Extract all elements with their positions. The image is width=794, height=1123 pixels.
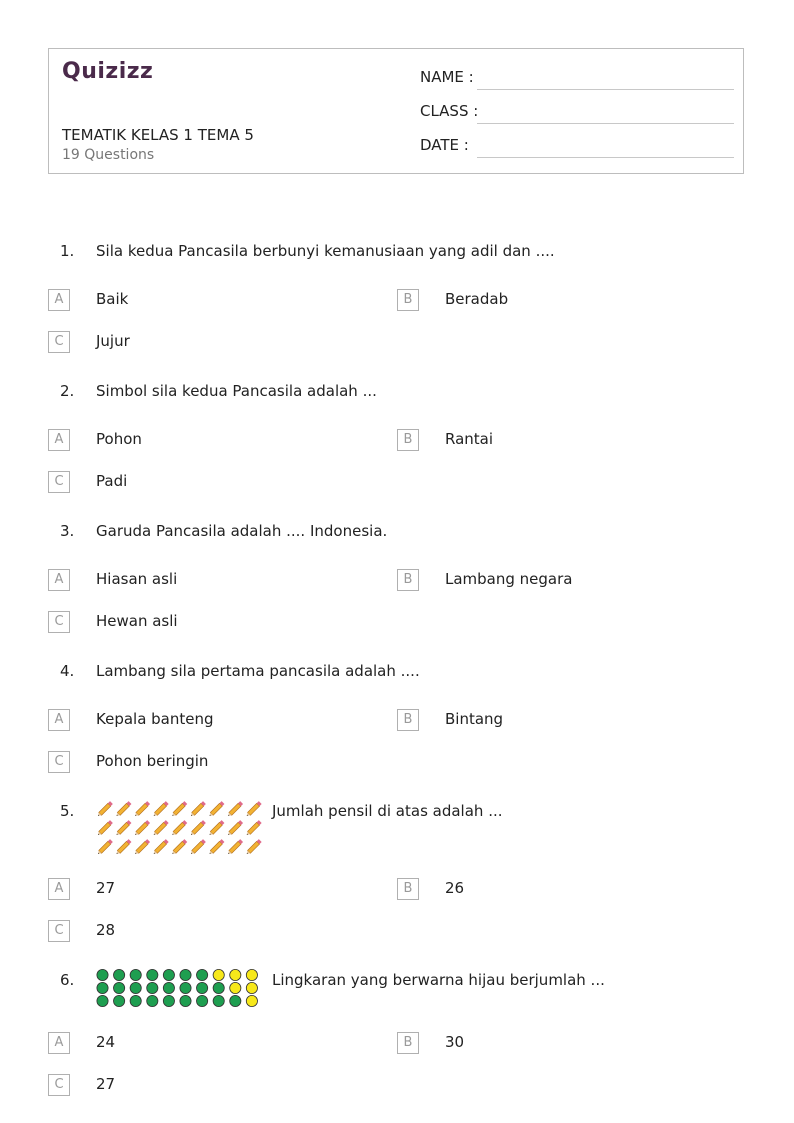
option-letter-box: B <box>397 709 419 731</box>
pencil-icon <box>245 801 261 817</box>
option-text: 27 <box>96 879 116 897</box>
option-letter-box: C <box>48 920 70 942</box>
circle-image <box>96 968 262 1013</box>
option-letter-box: C <box>48 1074 70 1096</box>
circle-icon <box>97 969 108 980</box>
circle-icon <box>114 969 125 980</box>
pencil-icon <box>115 820 131 836</box>
circle-icon <box>163 995 174 1006</box>
question-count: 19 Questions <box>62 147 155 163</box>
option-letter-box: C <box>48 471 70 493</box>
pencil-icon <box>97 801 113 817</box>
pencil-icon <box>115 839 131 855</box>
pencil-icon <box>152 801 168 817</box>
circle-icon <box>213 995 224 1006</box>
option-text: Lambang negara <box>445 570 573 588</box>
circle-icon <box>197 995 208 1006</box>
pencil-icon <box>190 820 206 836</box>
circle-icon <box>97 982 108 993</box>
option-letter-box: A <box>48 709 70 731</box>
question-text: Garuda Pancasila adalah .... Indonesia. <box>96 522 388 540</box>
question-number: 3. <box>60 522 75 540</box>
pencil-icon <box>134 820 150 836</box>
option-letter-box: B <box>397 569 419 591</box>
circle-icon <box>130 995 141 1006</box>
option-text: Rantai <box>445 430 494 448</box>
pencil-icon <box>227 820 243 836</box>
circle-icon <box>180 969 191 980</box>
pencil-icon <box>190 801 206 817</box>
circle-icon <box>213 982 224 993</box>
name-label: NAME : <box>420 68 474 86</box>
circle-icon <box>246 995 257 1006</box>
option-letter-box: B <box>397 429 419 451</box>
question-number: 1. <box>60 242 75 260</box>
pencil-icon <box>134 839 150 855</box>
question-text: Jumlah pensil di atas adalah ... <box>272 802 503 820</box>
name-line[interactable] <box>477 89 734 90</box>
option-letter-box: C <box>48 611 70 633</box>
option-text: Jujur <box>96 332 130 350</box>
date-field[interactable] <box>420 136 734 158</box>
pencil-icon <box>152 820 168 836</box>
pencil-icon <box>97 839 113 855</box>
circle-icon <box>180 995 191 1006</box>
option-text: Baik <box>96 290 129 308</box>
pencil-image <box>96 801 261 858</box>
question-number: 4. <box>60 662 75 680</box>
option-letter-box: A <box>48 289 70 311</box>
pencil-icon <box>171 839 187 855</box>
pencil-icon <box>171 820 187 836</box>
circle-icon <box>147 969 158 980</box>
pencil-icon <box>190 839 206 855</box>
circle-icon <box>180 982 191 993</box>
pencil-icon <box>208 801 224 817</box>
quizizz-logo: Quizizz <box>62 59 154 84</box>
pencil-icon <box>245 839 261 855</box>
pencil-icon <box>134 801 150 817</box>
pencil-icon <box>171 801 187 817</box>
pencil-icon <box>208 839 224 855</box>
option-text: 30 <box>445 1033 465 1051</box>
circle-icon <box>97 995 108 1006</box>
date-line[interactable] <box>477 157 734 158</box>
name-field[interactable] <box>420 68 734 90</box>
circle-icon <box>230 982 241 993</box>
question-number: 6. <box>60 971 75 989</box>
class-label: CLASS : <box>420 102 479 120</box>
option-letter-box: B <box>397 1032 419 1054</box>
option-text: Pohon <box>96 430 142 448</box>
circle-icon <box>213 969 224 980</box>
pencil-icon <box>152 839 168 855</box>
circle-icon <box>130 982 141 993</box>
circle-icon <box>114 995 125 1006</box>
pencil-icon <box>97 820 113 836</box>
option-text: Hiasan asli <box>96 570 178 588</box>
circle-icon <box>197 982 208 993</box>
circle-icon <box>197 969 208 980</box>
option-letter-box: B <box>397 878 419 900</box>
circle-icon <box>130 969 141 980</box>
option-letter-box: A <box>48 429 70 451</box>
question-text: Sila kedua Pancasila berbunyi kemanusiaan yang adil dan .... <box>96 242 555 260</box>
option-text: 24 <box>96 1033 116 1051</box>
option-letter-box: A <box>48 569 70 591</box>
question-text: Lingkaran yang berwarna hijau berjumlah ... <box>272 971 605 989</box>
option-text: Padi <box>96 472 128 490</box>
option-letter-box: A <box>48 878 70 900</box>
class-line[interactable] <box>477 123 734 124</box>
circle-icon <box>246 969 257 980</box>
date-label: DATE : <box>420 136 469 154</box>
option-letter-box: A <box>48 1032 70 1054</box>
circle-icon <box>147 995 158 1006</box>
circle-icon <box>230 969 241 980</box>
option-letter-box: C <box>48 331 70 353</box>
option-text: Pohon beringin <box>96 752 209 770</box>
circle-icon <box>114 982 125 993</box>
option-text: Kepala banteng <box>96 710 214 728</box>
pencil-icon <box>227 801 243 817</box>
circle-icon <box>163 969 174 980</box>
question-text: Simbol sila kedua Pancasila adalah ... <box>96 382 377 400</box>
class-field[interactable] <box>420 102 734 124</box>
question-number: 5. <box>60 802 75 820</box>
circle-icon <box>246 982 257 993</box>
worksheet-header <box>48 48 744 174</box>
question-number: 2. <box>60 382 75 400</box>
option-text: Hewan asli <box>96 612 178 630</box>
option-text: Beradab <box>445 290 509 308</box>
pencil-icon <box>227 839 243 855</box>
circle-icon <box>147 982 158 993</box>
option-letter-box: B <box>397 289 419 311</box>
circle-icon <box>163 982 174 993</box>
option-letter-box: C <box>48 751 70 773</box>
pencil-icon <box>115 801 131 817</box>
option-text: 26 <box>445 879 465 897</box>
circle-icon <box>230 995 241 1006</box>
option-text: 27 <box>96 1075 116 1093</box>
pencil-icon <box>208 820 224 836</box>
question-text: Lambang sila pertama pancasila adalah .... <box>96 662 420 680</box>
option-text: Bintang <box>445 710 504 728</box>
pencil-icon <box>245 820 261 836</box>
option-text: 28 <box>96 921 116 939</box>
worksheet-title: TEMATIK KELAS 1 TEMA 5 <box>62 126 254 144</box>
